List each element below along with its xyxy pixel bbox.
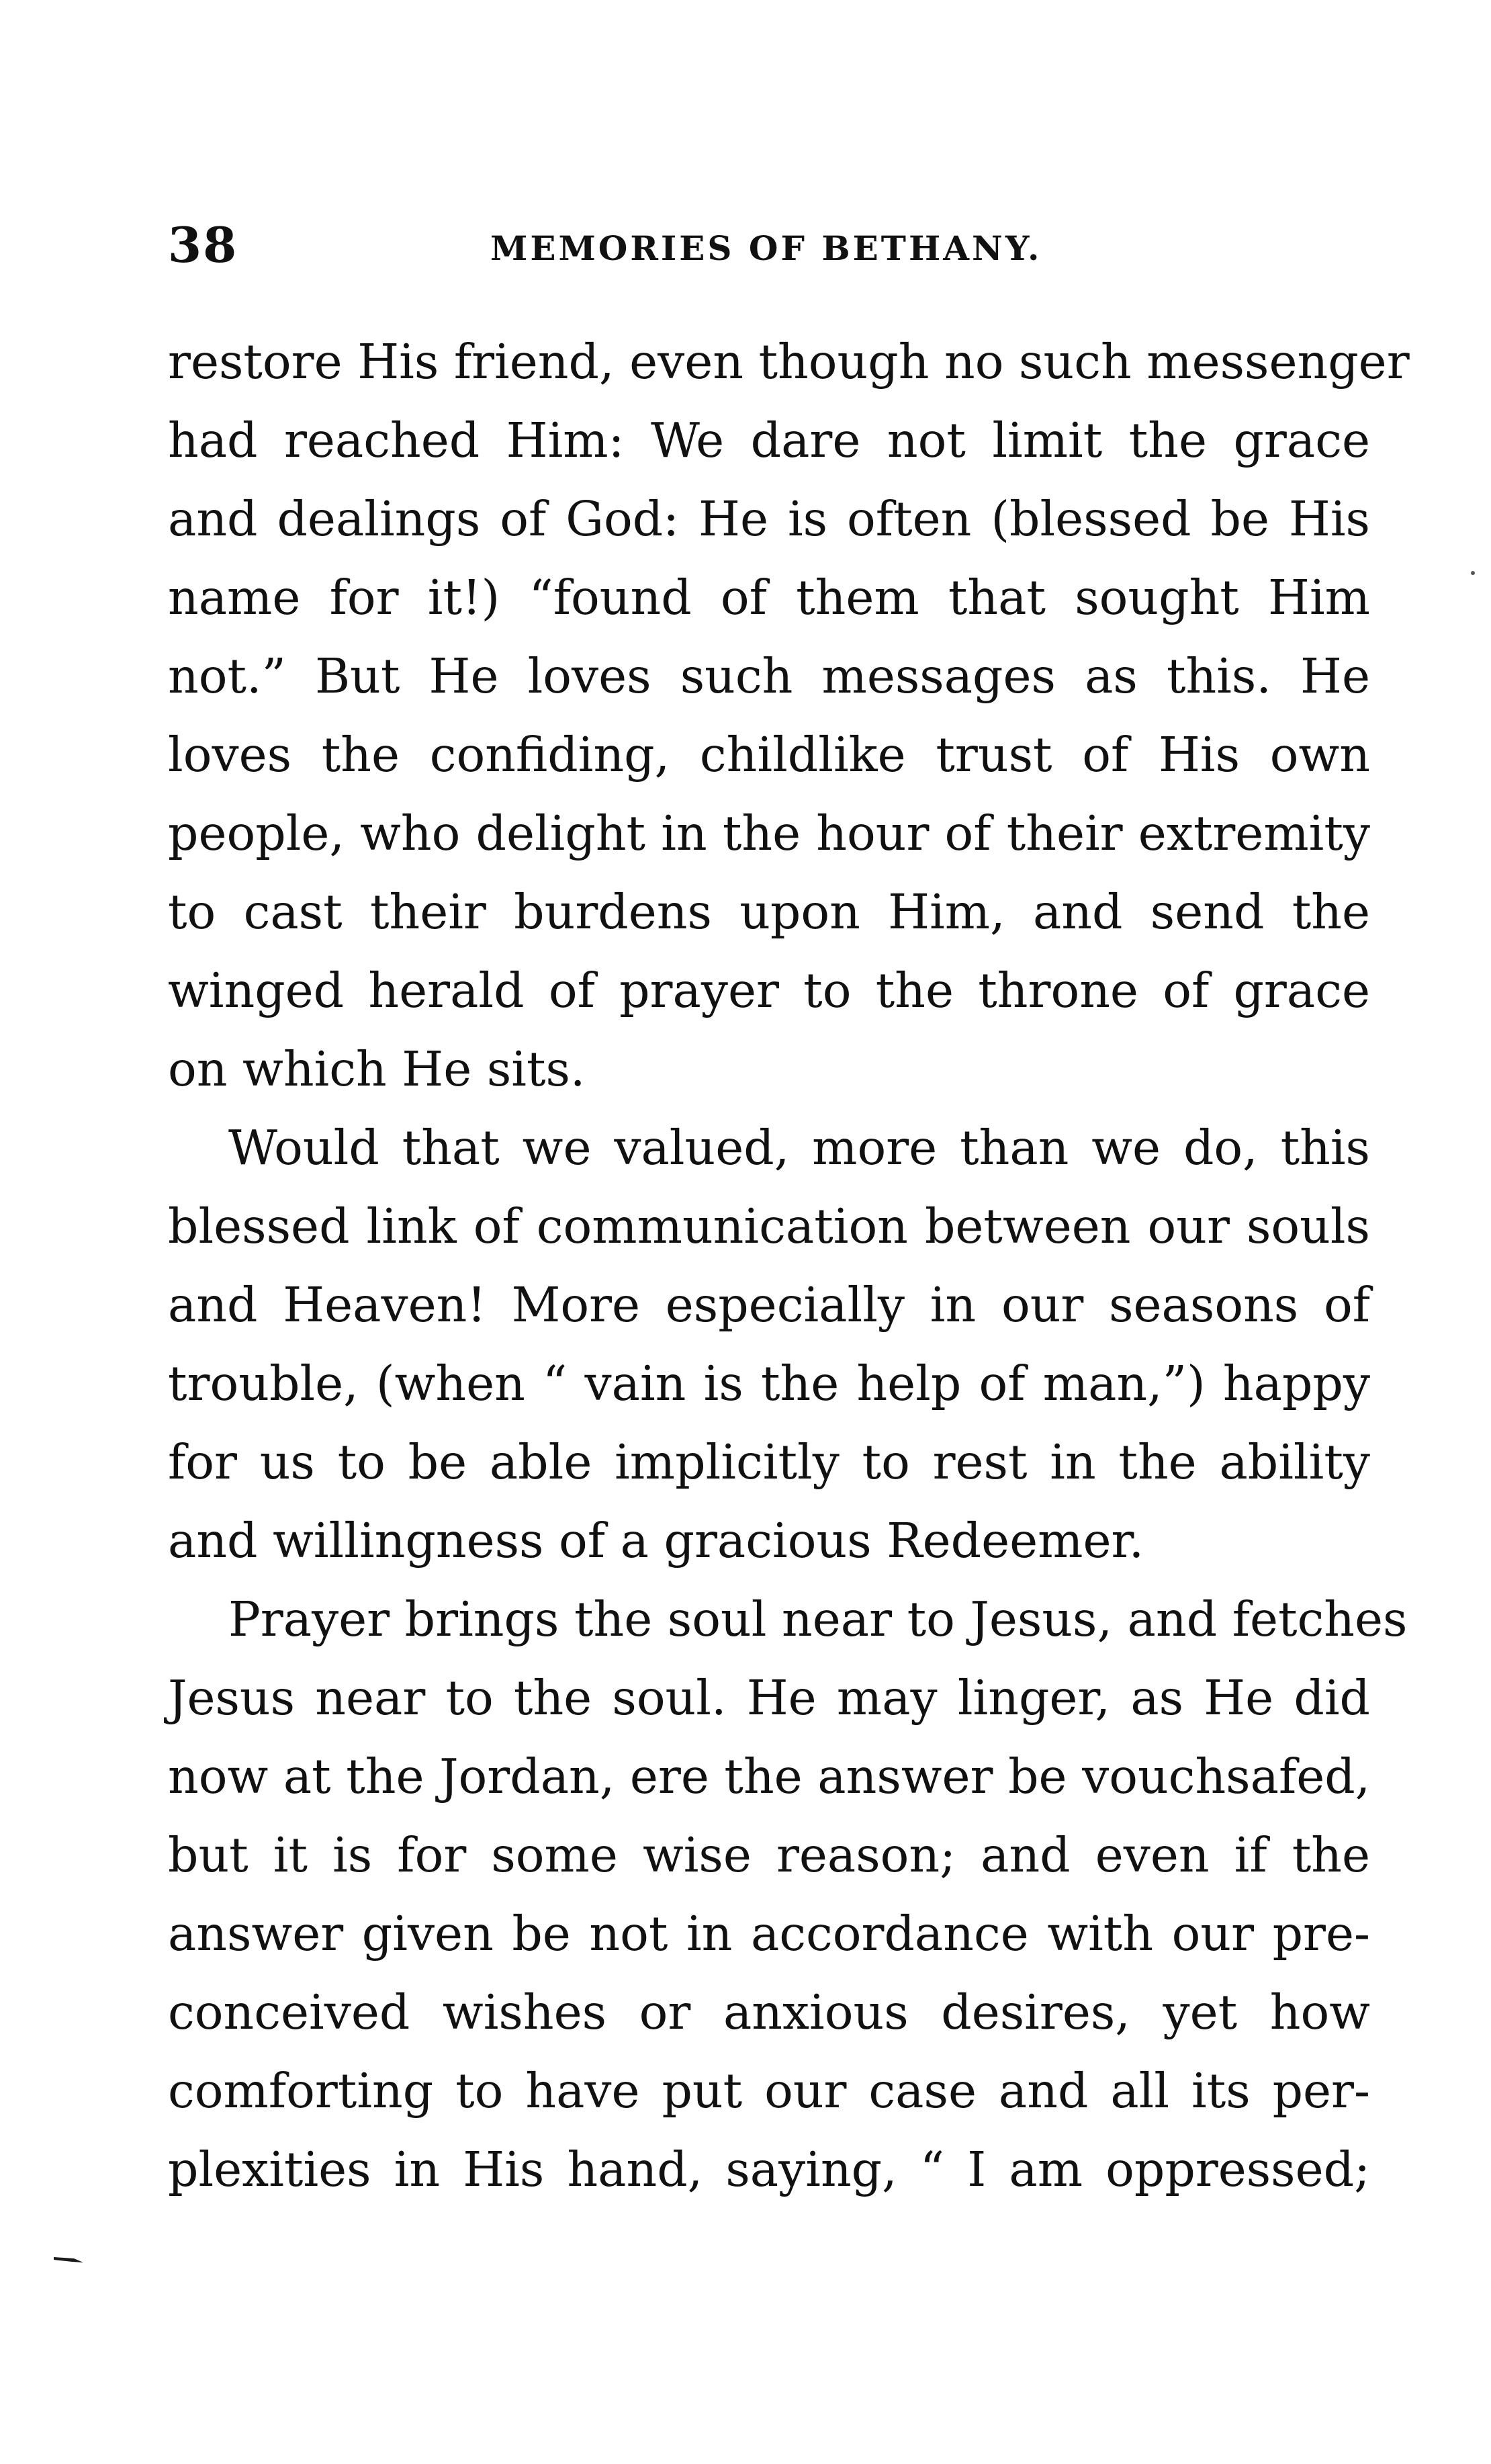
text-line: and dealings of God: He is often (blessed be His [168,491,1370,547]
text-line: and willingness of a gracious Redeemer. [168,1513,1144,1569]
text-line: had reached Him: We dare not limit the grace [168,412,1370,468]
text-line: and Heaven! More especially in our seasons of [168,1277,1370,1333]
text-line: restore His friend, even though no such messenger [168,334,1410,390]
page-number: 38 [168,216,238,273]
text-line: conceived wishes or anxious desires, yet how [168,1984,1370,2040]
text-line: on which He sits. [168,1041,586,1097]
text-line: people, who delight in the hour of their extremity [168,805,1370,861]
stray-ink-mark-icon [54,2256,83,2264]
text-line: loves the confiding, childlike trust of His own [168,727,1370,783]
text-line: now at the Jordan, ere the answer be vouchsafed, [168,1749,1371,1804]
text-line: trouble, (when “ vain is the help of man,”) happy [168,1356,1370,1411]
text-line: plexities in His hand, saying, “ I am oppressed; [168,2142,1370,2197]
text-line: Would that we valued, more than we do, this [228,1120,1370,1176]
margin-speck [1471,571,1475,575]
body-text [168,322,1410,2209]
page-header [168,215,1370,275]
text-line: blessed link of communication between our souls [168,1198,1370,1254]
text-line: Jesus near to the soul. He may linger, as He did [168,1670,1370,1726]
paragraph-1 [168,322,1410,1108]
running-head: MEMORIES OF BETHANY. [490,228,1042,268]
paragraph-2 [168,1108,1370,1580]
text-line: but it is for some wise reason; and even if the [168,1827,1370,1883]
text-line: answer given be not in accordance with our pre- [168,1906,1370,1962]
paragraph-3 [168,1580,1408,2209]
text-line: Prayer brings the soul near to Jesus, and fetches [228,1591,1408,1647]
text-line: winged herald of prayer to the throne of grace [168,963,1370,1018]
text-line: comforting to have put our case and all its per- [168,2063,1370,2119]
text-line: not.” But He loves such messages as this. He [168,648,1370,704]
text-line: name for it!) “found of them that sought Him [168,570,1370,625]
text-line: for us to be able implicitly to rest in the ability [168,1434,1370,1490]
text-line: to cast their burdens upon Him, and send the [168,884,1370,940]
